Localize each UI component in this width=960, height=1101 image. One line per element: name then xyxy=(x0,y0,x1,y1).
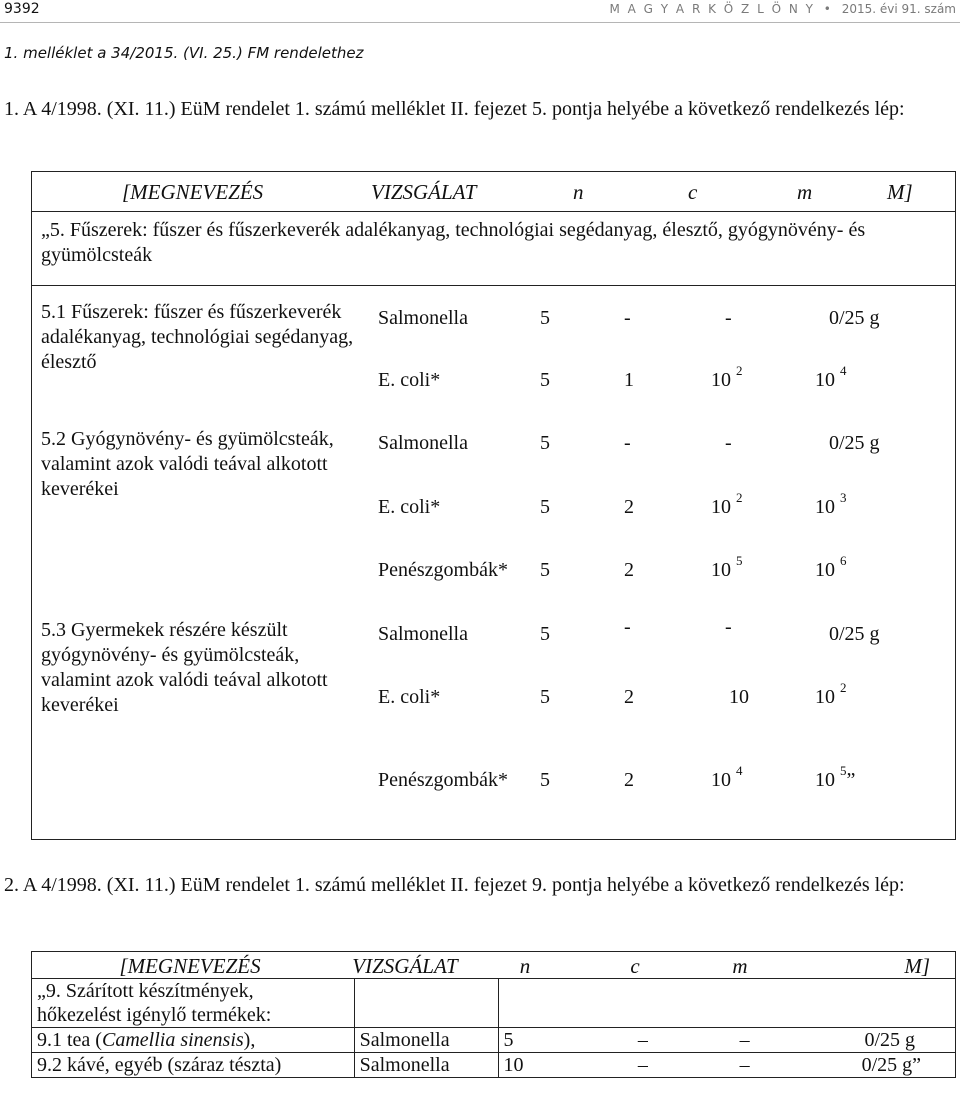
header-rule xyxy=(0,22,960,23)
s3-r2-n: 5 xyxy=(540,686,550,708)
t2-r2-m: – xyxy=(698,1053,792,1078)
s2-r3-n: 5 xyxy=(540,559,550,581)
table-1 xyxy=(31,171,956,840)
table-row xyxy=(32,1053,956,1078)
s3-r3-M: 10 $^5$” xyxy=(815,763,856,791)
s2-r1-M: 0/25 g xyxy=(829,432,880,454)
section-5-3-name: 5.3 Gyermekek részére készült gyógynövény- és gyümölcsteák, valamint azok valódi teával alkotott keverékei xyxy=(41,619,328,716)
s2-r2-test: E. coli* xyxy=(378,496,441,518)
s2-r1-test: Salmonella xyxy=(378,432,468,454)
col-header-M: M] xyxy=(887,180,913,204)
running-header xyxy=(609,2,956,16)
s1-r2-m: 10 $^2$ xyxy=(711,363,743,391)
s2-r2-M: 10 $^3$ xyxy=(815,490,847,518)
s2-r3-m: 10 $^5$ xyxy=(711,553,743,581)
table-2-header-row xyxy=(32,952,956,979)
col-header-megnevezes: [MEGNEVEZÉS xyxy=(122,180,264,204)
t2-r1-c: – xyxy=(588,1028,698,1053)
t2-r1-m: – xyxy=(698,1028,792,1053)
s3-r3-c: 2 xyxy=(624,769,634,791)
t2-title-cell xyxy=(32,979,355,1028)
t2-col-m: m xyxy=(732,954,748,978)
s3-r1-c: - xyxy=(624,616,631,638)
t2-col-M: M] xyxy=(904,954,930,978)
table-row xyxy=(32,979,956,1028)
section-title: „5. Fűszerek: fűszer és fűszerkeverék adalékanyag, technológiai segédanyag, élesztő, gyógynövény- és gyümölcsteák xyxy=(41,219,866,266)
page-number: 9392 xyxy=(4,1,40,17)
s3-r1-m: - xyxy=(725,616,732,638)
s3-r2-m: 10 xyxy=(729,686,749,708)
col-header-c: c xyxy=(688,180,698,204)
s2-r3-test: Penészgombák* xyxy=(378,559,508,581)
table-2-header xyxy=(32,952,956,979)
s3-r1-M: 0/25 g xyxy=(829,623,880,645)
s3-r1-test: Salmonella xyxy=(378,623,468,645)
t2-r1-n: 5 xyxy=(498,1028,588,1053)
s1-r1-m: - xyxy=(725,307,732,329)
section-5-2-name: 5.2 Gyógynövény- és gyümölcsteák, valamint azok valódi teával alkotott keverékei xyxy=(41,428,334,500)
s1-r2-test: E. coli* xyxy=(378,369,441,391)
journal-name: M A G Y A R K Ö Z L Ö N Y xyxy=(609,2,815,16)
s2-r2-c: 2 xyxy=(624,496,634,518)
s2-r1-m: - xyxy=(725,432,732,454)
paragraph-2: 2. A 4/1998. (XI. 11.) EüM rendelet 1. számú melléklet II. fejezet 9. pontja helyébe a következő rendelkezés lép: xyxy=(4,874,905,896)
s1-r2-c: 1 xyxy=(624,369,634,391)
s2-r3-M: 10 $^6$ xyxy=(815,553,847,581)
t2-r2-M: 0/25 g” xyxy=(792,1053,956,1078)
s3-r3-m: 10 $^4$ xyxy=(711,763,743,791)
t2-col-megnevezes: [MEGNEVEZÉS xyxy=(119,954,261,978)
t2-r1-M: 0/25 g xyxy=(792,1028,956,1053)
s3-r2-test: E. coli* xyxy=(378,686,441,708)
s2-r2-m: 10 $^2$ xyxy=(711,490,743,518)
t2-title-line2: hőkezelést igénylő termékek: xyxy=(37,1004,272,1026)
s2-r2-n: 5 xyxy=(540,496,550,518)
col-header-vizsgalat: VIZSGÁLAT xyxy=(371,180,477,204)
s1-r1-test: Salmonella xyxy=(378,307,468,329)
s1-r1-M: 0/25 g xyxy=(829,307,880,329)
table-row xyxy=(32,1028,956,1053)
s1-r1-n: 5 xyxy=(540,307,550,329)
t2-col-n: n xyxy=(519,954,531,978)
paragraph-1: 1. A 4/1998. (XI. 11.) EüM rendelet 1. számú melléklet II. fejezet 5. pontja helyébe a következő rendelkezés lép: xyxy=(4,98,905,120)
t2-r1-name: 9.1 tea (Camellia sinensis), xyxy=(32,1028,355,1053)
t2-r2-test: Salmonella xyxy=(354,1053,498,1078)
t2-r2-name: 9.2 kávé, egyéb (száraz tészta) xyxy=(32,1053,355,1078)
annex-title: 1. melléklet a 34/2015. (VI. 25.) FM rendelethez xyxy=(4,44,364,62)
col-header-m: m xyxy=(797,180,813,204)
header-divider xyxy=(32,211,955,212)
t2-r2-c: – xyxy=(588,1053,698,1078)
t2-col-c: c xyxy=(630,954,640,978)
title-divider xyxy=(32,285,955,286)
s1-r2-n: 5 xyxy=(540,369,550,391)
header-bullet: • xyxy=(823,2,833,16)
table-2 xyxy=(31,951,956,1078)
t2-col-vizsgalat: VIZSGÁLAT xyxy=(352,954,458,978)
t2-r1-test: Salmonella xyxy=(354,1028,498,1053)
s1-r2-M: 10 $^4$ xyxy=(815,363,847,391)
s3-r1-n: 5 xyxy=(540,623,550,645)
s3-r2-M: 10 $^2$ xyxy=(815,680,847,708)
s3-r3-test: Penészgombák* xyxy=(378,769,508,791)
s2-r1-n: 5 xyxy=(540,432,550,454)
s3-r3-n: 5 xyxy=(540,769,550,791)
section-5-1-name: 5.1 Fűszerek: fűszer és fűszerkeverék adalékanyag, technológiai segédanyag, élesztő xyxy=(41,301,354,373)
issue-number: 2015. évi 91. szám xyxy=(841,2,956,16)
s1-r1-c: - xyxy=(624,307,631,329)
s2-r3-c: 2 xyxy=(624,559,634,581)
s2-r1-c: - xyxy=(624,432,631,454)
t2-r2-n: 10 xyxy=(498,1053,588,1078)
s3-r2-c: 2 xyxy=(624,686,634,708)
col-header-n: n xyxy=(573,180,584,204)
t2-title-line1: „9. Szárított készítmények, xyxy=(37,980,254,1002)
